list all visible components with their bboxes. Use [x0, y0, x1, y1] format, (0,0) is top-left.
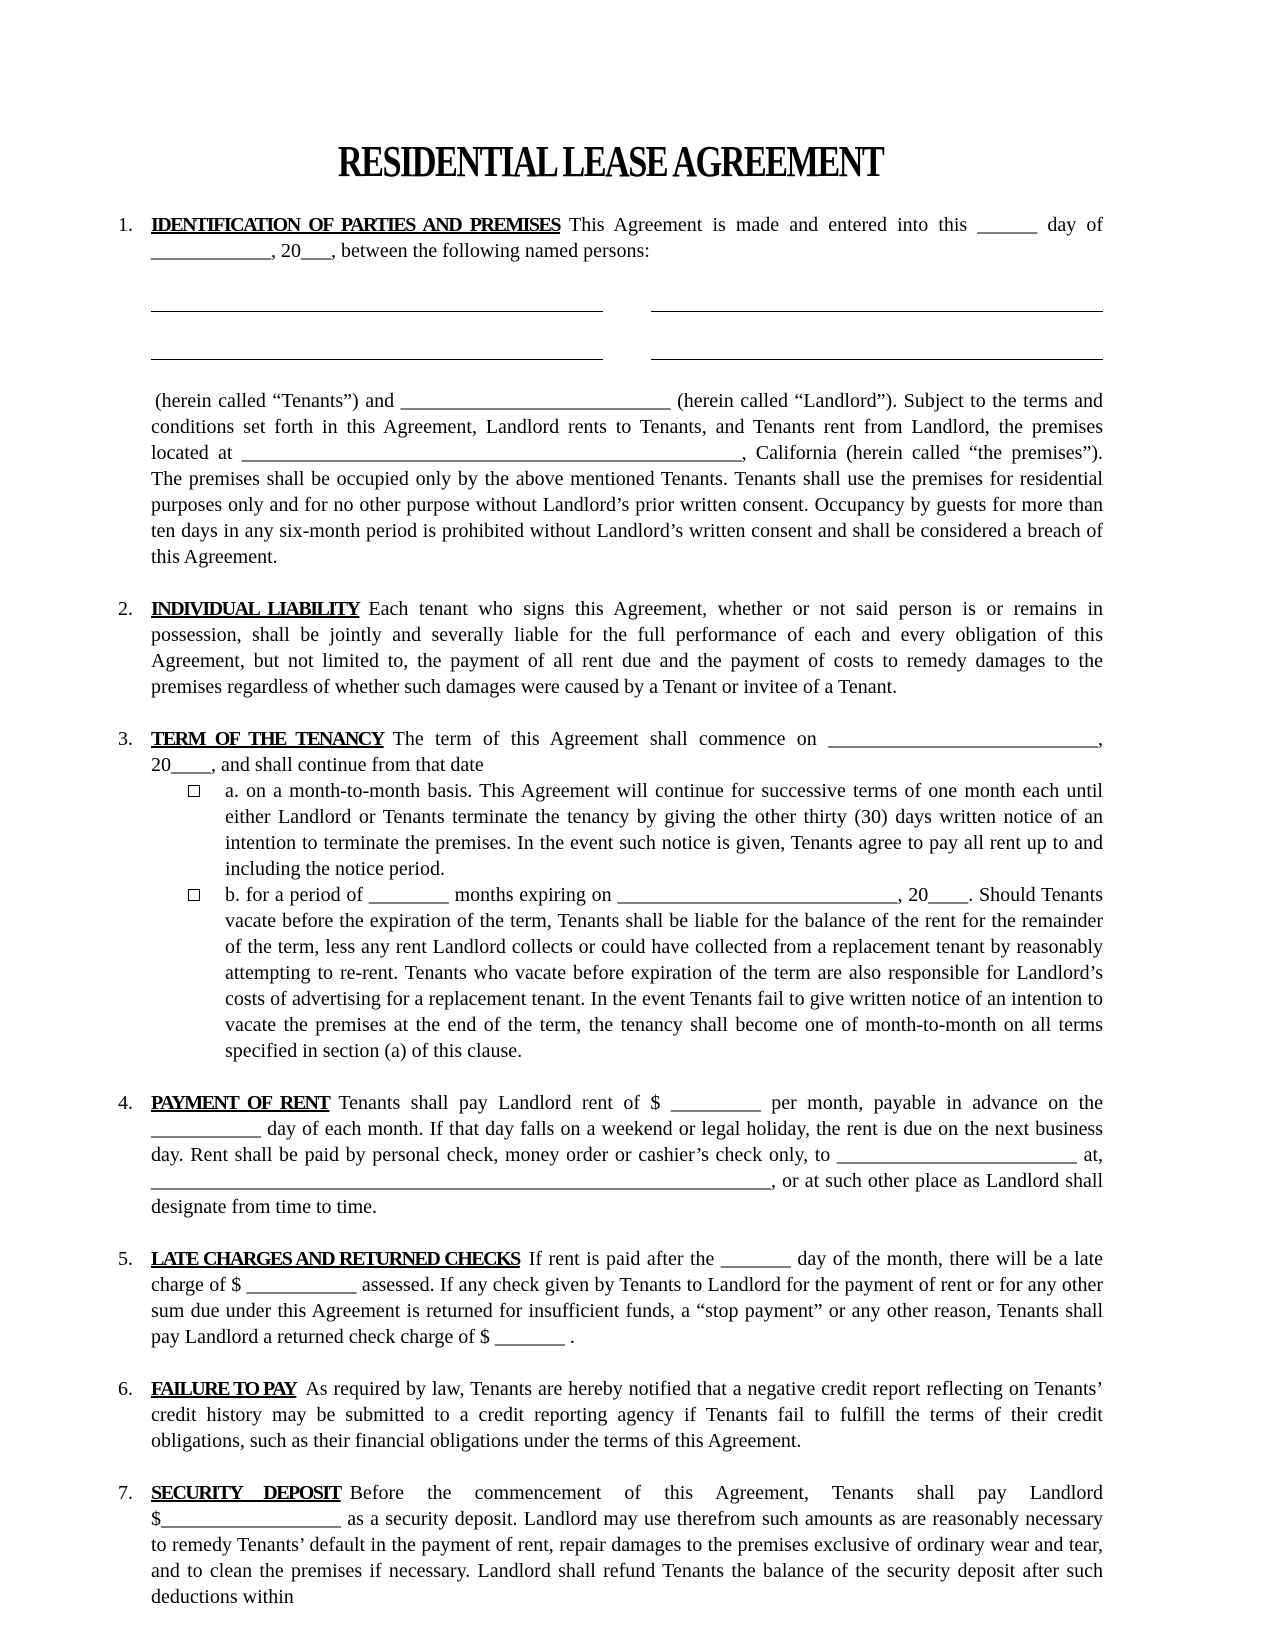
section-7-text: Before the commencement of this Agreement, Tenants shall pay Landlord $__________________ as a security deposit. Landlord may use therefrom such amounts as are reasonably necessary to remedy Tenants’ default in the payment of rent, repair damages to the premises exclusive of ordinary wear and tear, and to clean the premises if necessary. Landlord shall refund Tenants the balance of the security deposit after such deductions within	[151, 1482, 1104, 1608]
section-identification-of-parties	[118, 212, 1103, 570]
section-6-paragraph	[151, 1376, 1103, 1454]
section-late-charges	[118, 1246, 1103, 1350]
section-1-body	[151, 212, 1103, 570]
term-option-a-checkbox-col	[188, 778, 225, 882]
section-7-heading: SECURITY DEPOSIT	[151, 1482, 341, 1504]
term-option-b-text: b. for a period of ________ months expiring on ____________________________, 20____. Should Tenants vacate before the expiration of the term, Tenants shall be liable for the balance of the rent for the remainder of the term, less any rent Landlord collects or could have collected from a replacement tenant by reasonably attempting to re-rent. Tenants who vacate before expiration of the term are also responsible for Landlord’s costs of advertising for a replacement tenant. In the event Tenants fail to give written notice of an intention to vacate the premises at the end of the term, the tenancy shall become one of month-to-month on all terms specified in section (a) of this clause.	[225, 884, 1103, 1062]
section-4-number: 4.	[118, 1092, 133, 1114]
section-3-body	[151, 726, 1103, 1064]
section-7-number: 7.	[118, 1482, 133, 1504]
section-3-number: 3.	[118, 728, 133, 750]
section-3-text: The term of this Agreement shall commence on ___________________________, 20____, and shall continue from that date	[151, 728, 1103, 776]
section-3-heading: TERM OF THE TENANCY	[151, 728, 384, 750]
section-5-number: 5.	[118, 1248, 133, 1270]
party-name-row-2	[151, 340, 1103, 360]
section-6-body	[151, 1376, 1103, 1454]
section-failure-to-pay	[118, 1376, 1103, 1454]
section-2-body	[151, 596, 1103, 700]
section-5-body	[151, 1246, 1103, 1350]
section-4-body	[151, 1090, 1103, 1220]
section-7-paragraph	[151, 1480, 1103, 1610]
section-3-paragraph	[151, 726, 1103, 778]
section-7-body	[151, 1480, 1103, 1610]
section-1-heading: IDENTIFICATION OF PARTIES AND PREMISES	[151, 214, 560, 236]
section-6-number: 6.	[118, 1378, 133, 1400]
section-4-heading: PAYMENT OF RENT	[151, 1092, 330, 1114]
section-6-text: As required by law, Tenants are hereby notified that a negative credit report reflecting on Tenants’ credit history may be submitted to a credit reporting agency if Tenants fail to fulfill the terms of their credit obligations, such as their financial obligations under the terms of this Agreement.	[151, 1378, 1104, 1452]
section-individual-liability	[118, 596, 1103, 700]
section-2-text: Each tenant who signs this Agreement, whether or not said person is or remains in possession, shall be jointly and severally liable for the full performance of each and every obligation of this Agreement, but not limited to, the payment of all rent due and the payment of costs to remedy damages to the premises regardless of whether such damages were caused by a Tenant or invitee of a Tenant.	[151, 598, 1103, 698]
section-2-heading: INDIVIDUAL LIABILITY	[151, 598, 360, 620]
section-1-number: 1.	[118, 214, 133, 236]
section-1-intro-text: This Agreement is made and entered into this ______ day of ____________, 20___, between the following named persons:	[151, 214, 1103, 262]
term-option-b	[188, 882, 1103, 1064]
section-security-deposit	[118, 1480, 1103, 1610]
document-title-row	[118, 138, 1103, 186]
term-option-a	[188, 778, 1103, 882]
option-b-checkbox-icon[interactable]	[188, 889, 200, 901]
section-5-heading: LATE CHARGES AND RETURNED CHECKS	[151, 1248, 520, 1270]
section-5-paragraph	[151, 1246, 1103, 1350]
section-2-number: 2.	[118, 598, 133, 620]
option-a-checkbox-icon[interactable]	[188, 785, 200, 797]
section-5-text: If rent is paid after the _______ day of the month, there will be a late charge of $ ___________ assessed. If any check given by Tenants to Landlord for the payment of rent or for any other sum due under this Agreement is returned for insufficient funds, a “stop payment” or any other reason, Tenants shall pay Landlord a returned check charge of $ _______ .	[151, 1248, 1104, 1348]
section-1-terms-paragraph: (herein called “Tenants”) and ___________________________ (herein called “Landlord”). Subject to the terms and conditions set forth in this Agreement, Landlord rents to Tenants, and Tenants rent from Landlord, the premises located at __________________________________________________, California (herein called “the premises”). The premises shall be occupied only by the above mentioned Tenants. Tenants shall use the premises for residential purposes only and for no other purpose without Landlord’s prior written consent. Occupancy by guests for more than ten days in any six-month period is prohibited without Landlord’s written consent and shall be considered a breach of this Agreement.	[151, 390, 1103, 568]
section-1-intro-paragraph	[151, 212, 1103, 264]
tenant-name-blank-2[interactable]	[651, 292, 1103, 312]
term-option-b-checkbox-col	[188, 882, 225, 1064]
section-4-paragraph	[151, 1090, 1103, 1220]
party-name-row-1	[151, 292, 1103, 312]
section-term-of-tenancy	[118, 726, 1103, 1064]
tenant-name-blank-3[interactable]	[151, 340, 603, 360]
document-title: RESIDENTIAL LEASE AGREEMENT	[337, 137, 884, 186]
tenant-name-blank-4[interactable]	[651, 340, 1103, 360]
section-payment-of-rent	[118, 1090, 1103, 1220]
tenant-name-blank-1[interactable]	[151, 292, 603, 312]
section-4-text: Tenants shall pay Landlord rent of $ _________ per month, payable in advance on the ___________ day of each month. If that day falls on a weekend or legal holiday, the rent is due on the next business day. Rent shall be paid by personal check, money order or cashier’s check only, to ________________________ at, ______________________________________________________________, or at such other place as Landlord shall designate from time to time.	[151, 1092, 1103, 1218]
section-2-paragraph	[151, 596, 1103, 700]
section-6-heading: FAILURE TO PAY	[151, 1378, 297, 1400]
term-option-a-text: a. on a month-to-month basis. This Agreement will continue for successive terms of one month each until either Landlord or Tenants terminate the tenancy by giving the other thirty (30) days written notice of an intention to terminate the premises. In the event such notice is given, Tenants agree to pay all rent up to and including the notice period.	[225, 780, 1103, 880]
